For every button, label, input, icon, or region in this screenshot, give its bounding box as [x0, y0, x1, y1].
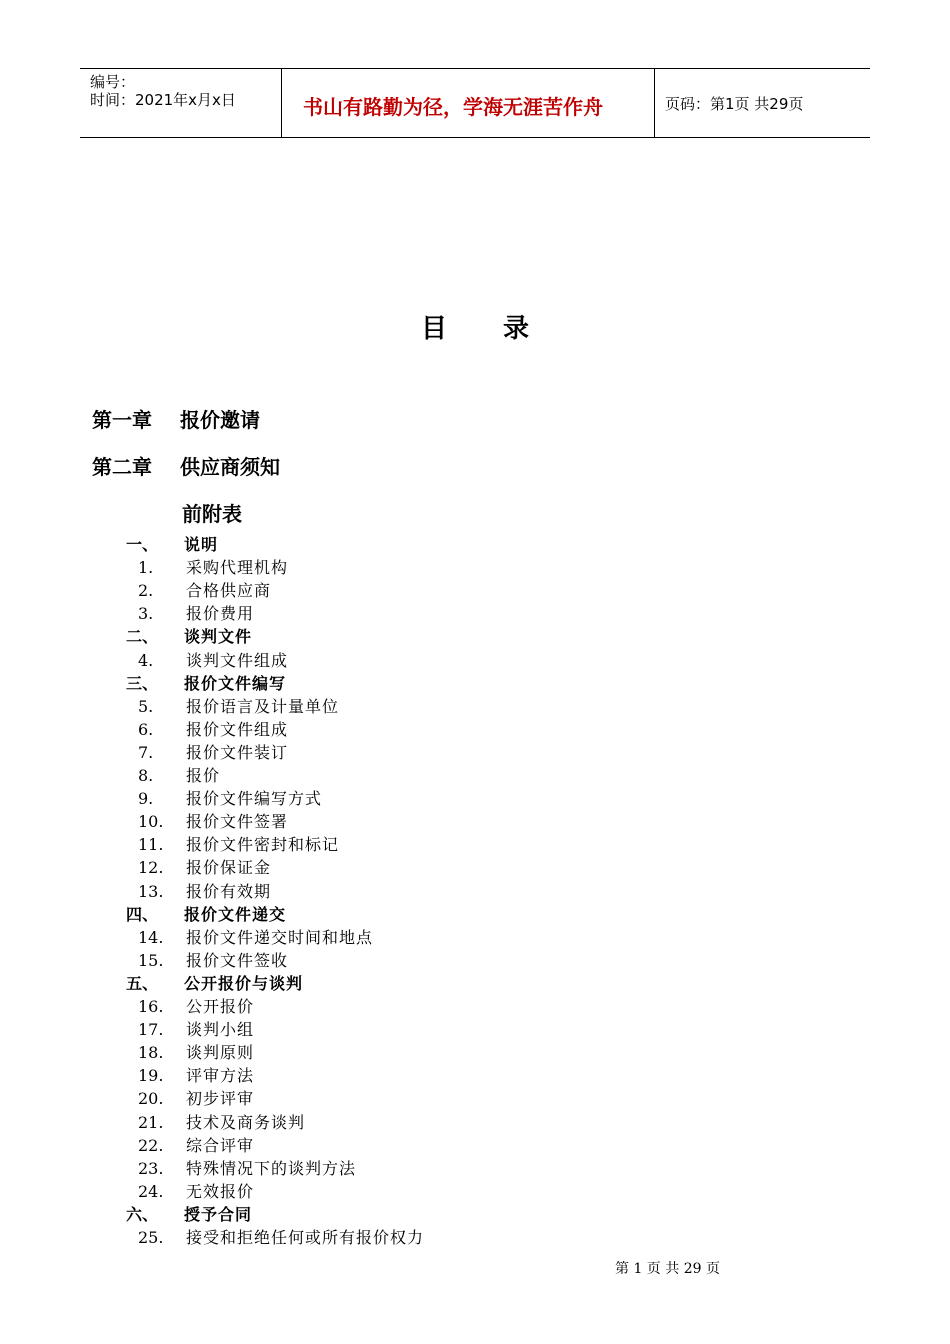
toc-number: 12.	[138, 858, 164, 878]
toc-number: 三、	[126, 673, 159, 693]
toc-number: 20.	[138, 1089, 164, 1109]
toc-number: 14.	[138, 927, 164, 947]
header-page-cell	[655, 69, 870, 137]
toc-title: 报价有效期	[186, 881, 272, 901]
toc-number: 24.	[138, 1181, 164, 1201]
page-header	[80, 68, 870, 138]
toc-number: 23.	[138, 1158, 164, 1178]
toc-number: 5.	[138, 696, 154, 716]
toc-number: 19.	[138, 1066, 164, 1086]
header-motto: 书山有路勤为径，学海无涯苦作舟	[303, 95, 603, 119]
toc-title: 报价文件组成	[186, 719, 289, 739]
toc-title: 报价文件签收	[186, 950, 289, 970]
toc-title: 报价文件编写方式	[186, 789, 323, 809]
page-title: 目录	[420, 314, 585, 344]
toc-title: 谈判文件组成	[186, 650, 289, 670]
toc-number: 1.	[138, 558, 154, 578]
header-meta-cell	[80, 69, 282, 137]
toc-title: 谈判小组	[186, 1020, 255, 1040]
toc-title: 说明	[184, 535, 219, 554]
toc-title: 公开报价	[186, 997, 255, 1016]
toc-number: 17.	[138, 1020, 164, 1040]
toc-number: 一、	[126, 535, 159, 554]
header-page-info: 页码：第1页 共29页	[665, 95, 804, 113]
toc-number: 16.	[138, 997, 164, 1016]
toc-title: 报价文件签署	[186, 812, 289, 832]
toc-number: 五、	[126, 973, 159, 993]
toc-title: 合格供应商	[186, 581, 272, 601]
toc-title: 综合评审	[186, 1135, 255, 1155]
toc-number: 二、	[126, 627, 159, 647]
toc-number: 22.	[138, 1135, 164, 1155]
document-number-label: 编号：	[90, 73, 136, 91]
toc-title: 授予合同	[184, 1204, 253, 1224]
toc-number: 13.	[138, 881, 164, 901]
toc-number: 六、	[126, 1204, 159, 1224]
toc-number: 3.	[138, 604, 154, 624]
toc-title: 报价文件编写	[184, 673, 287, 693]
toc-number: 18.	[138, 1043, 164, 1063]
toc-number: 9.	[138, 789, 154, 809]
toc-title: 报价文件装订	[186, 742, 289, 762]
toc-number: 21.	[138, 1112, 164, 1132]
toc-title: 接受和拒绝任何或所有报价权力	[186, 1228, 425, 1247]
toc-title: 初步评审	[186, 1089, 255, 1109]
chapter-heading	[92, 451, 280, 480]
toc-title: 采购代理机构	[186, 558, 289, 578]
toc-title: 报价语言及计量单位	[186, 696, 340, 716]
toc-number: 8.	[138, 766, 154, 785]
page-footer: 第 1 页 共 29 页	[615, 1261, 720, 1277]
toc-title: 报价	[186, 766, 221, 785]
toc-number: 4.	[138, 650, 154, 670]
toc-number: 25.	[138, 1228, 164, 1247]
toc-title: 报价文件递交时间和地点	[186, 927, 374, 947]
chapter-title: 供应商须知	[180, 455, 280, 479]
toc-number: 11.	[138, 835, 164, 855]
toc-number: 10.	[138, 812, 164, 832]
toc-number: 2.	[138, 581, 154, 601]
toc-title: 报价文件递交	[184, 904, 287, 924]
chapter-number: 第二章	[92, 455, 152, 479]
toc-title: 谈判文件	[184, 627, 253, 647]
toc-title: 评审方法	[186, 1066, 255, 1086]
chapter-number: 第一章	[92, 408, 152, 432]
toc-title: 公开报价与谈判	[184, 973, 304, 993]
toc-title: 无效报价	[186, 1181, 255, 1201]
toc-title: 报价保证金	[186, 858, 272, 878]
toc-number: 7.	[138, 742, 154, 762]
chapter-heading	[92, 404, 260, 433]
chapter-title: 报价邀请	[180, 408, 260, 432]
toc-title: 特殊情况下的谈判方法	[186, 1158, 357, 1178]
toc-number: 15.	[138, 950, 164, 970]
preface-table-heading: 前附表	[182, 502, 242, 526]
toc-number: 四、	[126, 904, 159, 924]
toc-title: 报价费用	[186, 604, 255, 624]
toc-title: 技术及商务谈判	[186, 1112, 306, 1132]
header-motto-cell	[281, 69, 655, 137]
document-time-label: 时间：2021年x月x日	[90, 91, 236, 109]
toc-title: 谈判原则	[186, 1043, 255, 1063]
toc-title: 报价文件密封和标记	[186, 835, 340, 855]
toc-number: 6.	[138, 719, 154, 739]
